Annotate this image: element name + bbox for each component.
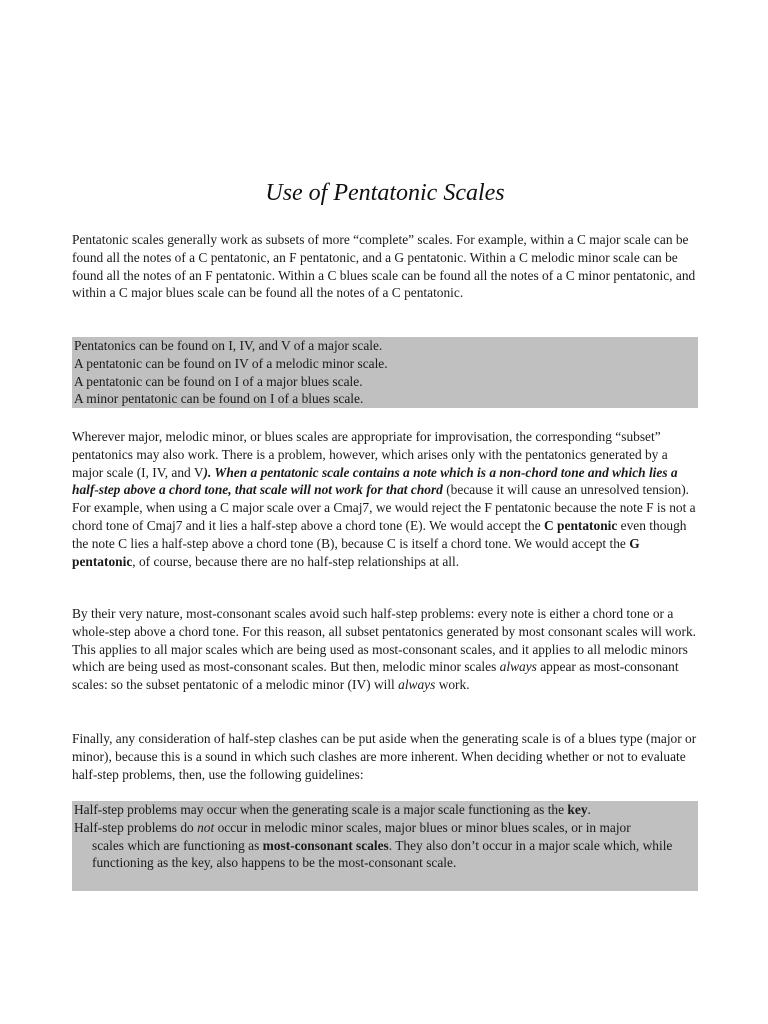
text-run: Half-step problems may occur when the generating scale is a major scale functioning as the bbox=[74, 802, 568, 817]
text-run: . They also don’t occur in a major scale which, while functioning as the key, also happens to be the most-consonant scale. bbox=[92, 837, 673, 871]
highlight-box-summary bbox=[72, 337, 698, 408]
paragraph-blues-clashes bbox=[72, 730, 698, 783]
text-run: , of course, because there are no half-step relationships at all. bbox=[132, 553, 460, 569]
text-run: scales which are functioning as bbox=[92, 837, 263, 853]
guideline-line bbox=[74, 801, 696, 819]
paragraph-half-step-rule bbox=[72, 428, 698, 570]
text-run: occur in melodic minor scales, major blues or minor blues scales, or in major bbox=[214, 819, 631, 835]
text-run: even though the note C lies a half-step above a chord tone (B), because C is itself a chord tone. We would accept the bbox=[72, 517, 687, 551]
emphasized-rule: ). When a pentatonic scale contains a note which is a non-chord tone and which lies a half-step above a chord tone, that scale will not work for that chord bbox=[72, 464, 678, 498]
paragraph-most-consonant bbox=[72, 605, 698, 694]
paragraph-blues-clashes-text: Finally, any consideration of half-step clashes can be put aside when the generating scale is of a blues type (major or minor), because this is a sound in which such clashes are more inherent. When deciding whether or not to evaluate half-step problems, then, use the following guidelines: bbox=[72, 731, 697, 782]
text-run: (because it will cause an unresolved tension). For example, when using a C major scale over a Cmaj7, we would reject the F pentatonic because the note F is not a chord tone of Cmaj7 and it lies a half-step above a chord tone (E). We would accept the bbox=[72, 482, 696, 533]
guideline-line-indented bbox=[74, 837, 696, 873]
guideline-line bbox=[74, 819, 696, 837]
summary-line: Pentatonics can be found on I, IV, and V of a major scale. bbox=[74, 338, 383, 353]
paragraph-intro bbox=[72, 231, 698, 302]
summary-line: A pentatonic can be found on I of a major blues scale. bbox=[74, 373, 363, 389]
italic-term: not bbox=[197, 819, 215, 835]
page-title: Use of Pentatonic Scales bbox=[265, 180, 505, 206]
summary-line: A pentatonic can be found on IV of a melodic minor scale. bbox=[74, 355, 388, 371]
highlight-box-guidelines bbox=[72, 801, 698, 891]
text-run: Wherever major, melodic minor, or blues scales are appropriate for improvisation, the corresponding “subset” pentatonics may also work. There is a problem, however, which arises only with the pentatonics generated by a major scale (I, IV, and V bbox=[72, 429, 668, 480]
bold-term: C pentatonic bbox=[544, 517, 618, 533]
italic-term: always bbox=[398, 677, 436, 693]
bold-term: G pentatonic bbox=[72, 535, 640, 569]
text-run: appear as most-consonant scales: so the subset pentatonic of a melodic minor (IV) will bbox=[72, 659, 679, 693]
paragraph-half-step-rule-text bbox=[72, 428, 698, 570]
bold-term: key bbox=[567, 802, 588, 817]
bold-term: most-consonant scales bbox=[262, 837, 389, 853]
paragraph-most-consonant-text bbox=[72, 605, 698, 694]
italic-term: always bbox=[499, 659, 537, 675]
text-run: work. bbox=[435, 677, 470, 693]
summary-line: A minor pentatonic can be found on I of a blues scale. bbox=[74, 391, 364, 407]
text-run: By their very nature, most-consonant scales avoid such half-step problems: every note is either a chord tone or a whole-step above a chord tone. For this reason, all subset pentatonics generated by most consonant scales will work. This applies to all major scales which are being used as most-consonant scales, and it applies to all melodic minors which are being used as most-consonant scales. But then, melodic minor scales bbox=[72, 606, 696, 675]
paragraph-intro-text: Pentatonic scales generally work as subsets of more “complete” scales. For example, within a C major scale can be found all the notes of a C pentatonic, an F pentatonic, and a G pentatonic. Within a C melodic minor scale can be found all the notes of an F pentatonic. Within a C blues scale can be found all the notes of a C minor pentatonic, and within a C major blues scale can be found all the notes of a C pentatonic. bbox=[72, 232, 696, 301]
text-run: . bbox=[587, 802, 591, 817]
text-run: Half-step problems do bbox=[74, 819, 198, 835]
